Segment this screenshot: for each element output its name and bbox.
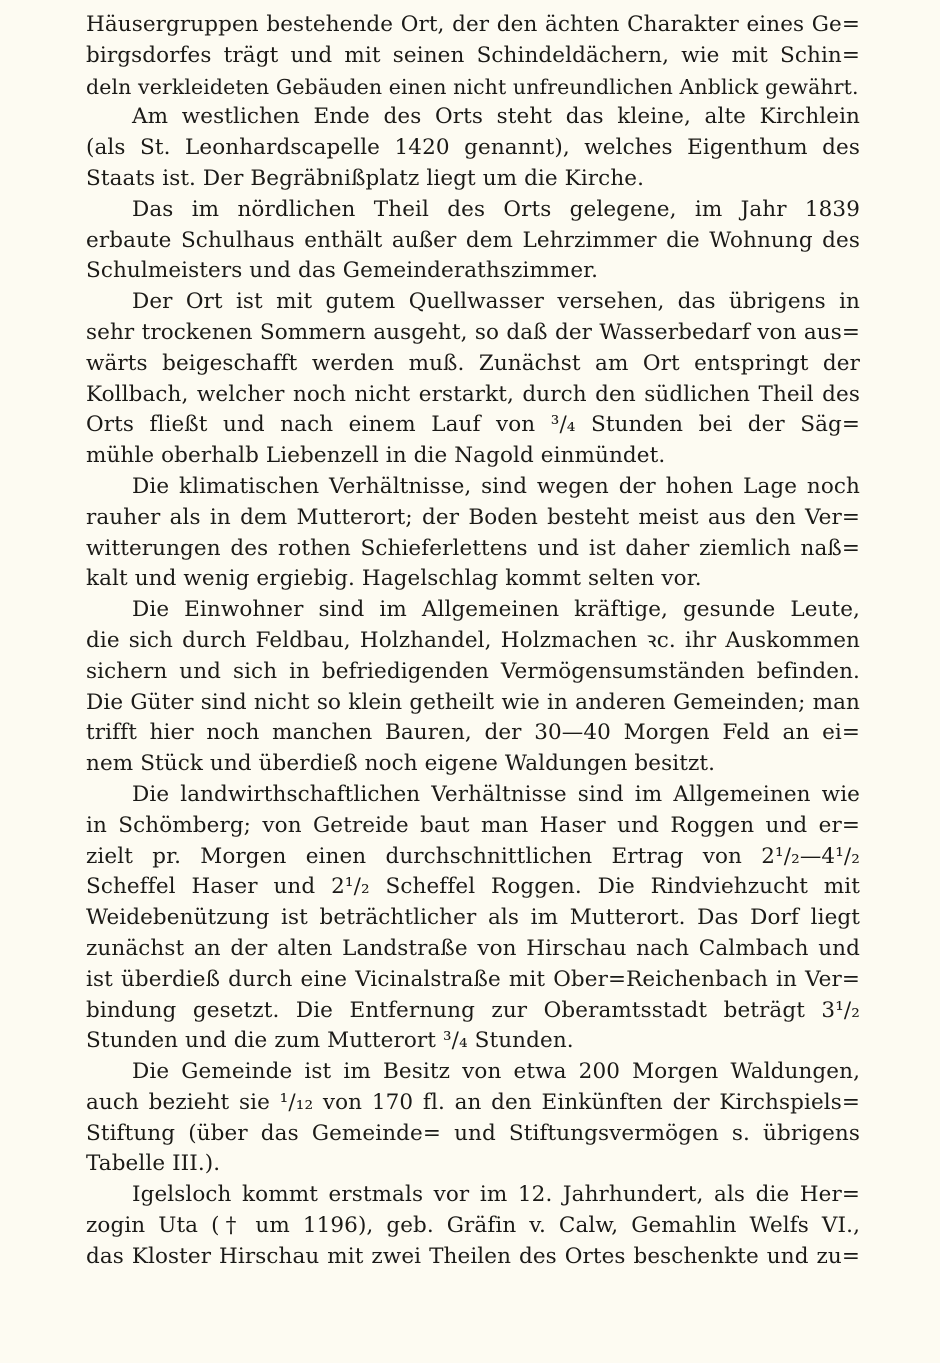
text-line: Die landwirthschaftlichen Verhältnisse sind im Allgemeinen wie [132, 781, 860, 807]
text-line: deln verkleideten Gebäuden einen nicht unfreundlichen Anblick gewährt. [86, 74, 859, 99]
text-line: das Kloster Hirschau mit zwei Theilen des Ortes beschenkte und zu= [86, 1243, 860, 1269]
text-line: Die Gemeinde ist im Besitz von etwa 200 Morgen Waldungen, [132, 1059, 860, 1085]
text-line: Die Einwohner sind im Allgemeinen kräftige, gesunde Leute, [132, 597, 860, 623]
paragraph [86, 780, 860, 1057]
text-line: kalt und wenig ergiebig. Hagelschlag kommt selten vor. [86, 566, 702, 592]
text-line: in Schömberg; von Getreide baut man Haser und Roggen und er= [86, 812, 860, 838]
text-line: Stiftung (über das Gemeinde= und Stiftungsvermögen s. übrigens [86, 1120, 860, 1146]
text-line: nem Stück und überdieß noch eigene Waldungen besitzt. [86, 751, 716, 777]
text-line: bindung gesetzt. Die Entfernung zur Oberamtsstadt beträgt 3¹/₂ [86, 997, 860, 1023]
text-line: sehr trockenen Sommern ausgeht, so daß der Wasserbedarf von aus= [86, 319, 860, 345]
text-line: Am westlichen Ende des Orts steht das kleine, alte Kirchlein [132, 104, 860, 130]
text-line: Kollbach, welcher noch nicht erstarkt, durch den südlichen Theil des [86, 381, 860, 407]
paragraph [86, 472, 860, 595]
text-line: trifft hier noch manchen Bauren, der 30—40 Morgen Feld an ei= [86, 720, 860, 746]
text-line: Die klimatischen Verhältnisse, sind wegen der hohen Lage noch [132, 473, 860, 499]
text-line: zielt pr. Morgen einen durchschnittlichen Ertrag von 2¹/₂—4¹/₂ [86, 843, 860, 869]
text-line: Weidebenützung ist beträchtlicher als im Mutterort. Das Dorf liegt [86, 905, 860, 931]
text-line: Orts fließt und nach einem Lauf von ³/₄ Stunden bei der Säg= [86, 412, 860, 438]
paragraph [86, 287, 860, 472]
text-line: birgsdorfes trägt und mit seinen Schindeldächern, wie mit Schin= [86, 42, 860, 68]
text-line: mühle oberhalb Liebenzell in die Nagold einmündet. [86, 443, 666, 469]
text-line: (als St. Leonhardscapelle 1420 genannt), welches Eigenthum des [86, 135, 860, 161]
paragraph [86, 10, 860, 102]
text-line: witterungen des rothen Schieferlettens und ist daher ziemlich naß= [86, 535, 860, 561]
text-line: die sich durch Feldbau, Holzhandel, Holzmachen ꝛc. ihr Auskommen [86, 627, 860, 653]
paragraph [86, 102, 860, 194]
paragraph [86, 195, 860, 287]
text-line: Das im nördlichen Theil des Orts gelegene, im Jahr 1839 [132, 196, 860, 222]
text-line: Der Ort ist mit gutem Quellwasser versehen, das übrigens in [132, 289, 860, 315]
text-line: rauher als in dem Mutterort; der Boden besteht meist aus den Ver= [86, 504, 860, 530]
text-line: sichern und sich in befriedigenden Vermögensumständen befinden. [86, 658, 860, 684]
text-line: zunächst an der alten Landstraße von Hirschau nach Calmbach und [86, 935, 860, 961]
text-line: Schulmeisters und das Gemeinderathszimmer. [86, 258, 599, 284]
paragraph [86, 1057, 860, 1180]
text-line: auch bezieht sie ¹/₁₂ von 170 fl. an den Einkünften der Kirchspiels= [86, 1089, 860, 1115]
text-line: Scheffel Haser und 2¹/₂ Scheffel Roggen. Die Rindviehzucht mit [86, 874, 860, 900]
paragraph [86, 1180, 860, 1272]
paragraph [86, 595, 860, 780]
text-line: wärts beigeschafft werden muß. Zunächst am Ort entspringt der [86, 350, 860, 376]
text-line: Stunden und die zum Mutterort ³/₄ Stunden. [86, 1028, 574, 1054]
text-line: Igelsloch kommt erstmals vor im 12. Jahrhundert, als die Her= [132, 1182, 860, 1208]
text-line: zogin Uta († um 1196), geb. Gräfin v. Calw, Gemahlin Welfs VI., [86, 1213, 860, 1239]
text-line: Die Güter sind nicht so klein getheilt wie in anderen Gemeinden; man [86, 689, 860, 715]
text-line: Häusergruppen bestehende Ort, der den ächten Charakter eines Ge= [86, 12, 860, 37]
text-line: Tabelle III.). [86, 1151, 221, 1177]
text-line: ist überdieß durch eine Vicinalstraße mit Ober=Reichenbach in Ver= [86, 966, 860, 992]
text-line: Staats ist. Der Begräbnißplatz liegt um die Kirche. [86, 165, 645, 191]
page-text [86, 10, 860, 1273]
text-line: erbaute Schulhaus enthält außer dem Lehrzimmer die Wohnung des [86, 227, 860, 253]
